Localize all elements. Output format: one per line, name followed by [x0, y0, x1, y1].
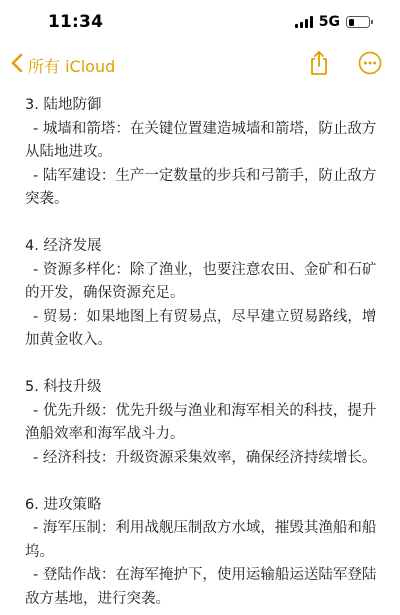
- section-bullet: - 登陆作战：在海军掩护下，使用运输船运送陆军登陆敌方基地，进行突袭。: [25, 567, 377, 607]
- section-bullet: - 贸易：如果地图上有贸易点，尽早建立贸易路线，增加黄金收入。: [25, 308, 377, 348]
- battery-tip: [371, 20, 373, 24]
- status-bar: [0, 0, 400, 44]
- more-button[interactable]: [355, 50, 385, 80]
- section-bullet: - 资源多样化：除了渔业，也要注意农田、金矿和石矿的开发，确保资源充足。: [25, 261, 377, 301]
- section-bullet: - 优先升级：优先升级与渔业和海军相关的科技，提升渔船效率和海军战斗力。: [25, 402, 377, 442]
- share-button[interactable]: [304, 50, 334, 80]
- section-title: 6. 进攻策略: [25, 496, 102, 513]
- status-indicators: [295, 15, 370, 29]
- chevron-left-icon: [10, 52, 24, 78]
- section-bullet: - 经济科技：升级资源采集效率，确保经济持续增长。: [33, 449, 377, 466]
- section-title: 5. 科技升级: [25, 379, 102, 395]
- section-title: 4. 经济发展: [25, 238, 102, 254]
- battery-icon: [346, 16, 370, 28]
- note-section: [25, 94, 380, 212]
- section-bullet: - 海军压制：利用战舰压制敌方水域，摧毁其渔船和船坞。: [25, 520, 377, 560]
- status-time: 11:34: [48, 12, 104, 32]
- section-bullet: - 陆军建设：生产一定数量的步兵和弓箭手，防止敌方突袭。: [25, 167, 377, 207]
- note-body[interactable]: [25, 94, 380, 615]
- share-icon: [308, 50, 330, 80]
- section-title: 3. 陆地防御: [25, 97, 102, 113]
- network-type: 5G: [318, 14, 340, 30]
- note-section: [25, 494, 380, 612]
- battery-level: [349, 19, 354, 26]
- back-button[interactable]: [10, 50, 115, 80]
- note-section: [25, 235, 380, 353]
- note-section: [25, 376, 380, 470]
- section-bullet: - 城墙和箭塔：在关键位置建造城墙和箭塔，防止敌方从陆地进攻。: [25, 120, 377, 160]
- ellipsis-circle-icon: [358, 51, 382, 79]
- cellular-signal-icon: [295, 16, 313, 28]
- back-label: 所有 iCloud: [28, 56, 116, 76]
- navigation-bar: [0, 44, 400, 88]
